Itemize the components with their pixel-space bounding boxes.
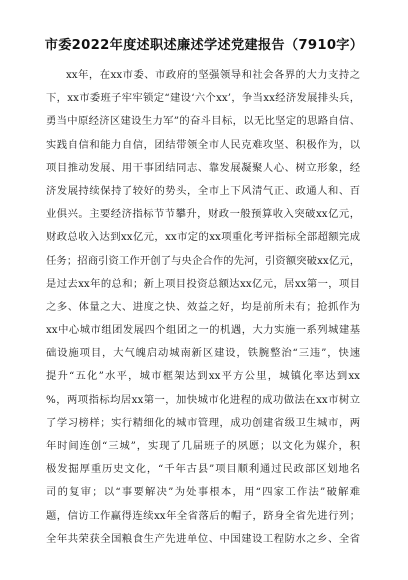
body-line: 司的复审；以“事要解决”为处事根本，用“四家工作法”破解难: [46, 486, 360, 499]
body-line: xx年，在xx市委、市政府的坚强领导和社会各界的大力支持之: [66, 69, 360, 81]
body-line: 极发掘厚重历史文化，“千年古县”项目顺利通过民政部区划地名: [46, 463, 360, 476]
body-line: 年时间连创“三城”，实现了几届班子的夙愿；以文化为媒介，积: [46, 440, 360, 452]
body-line: 是过去xx年的总和；新上项目投资总额达xx亿元，居xx第一，项目: [46, 277, 360, 290]
body-line: 题，信访工作赢得连续xx年全省落后的帽子，跻身全省先进行列；: [46, 509, 360, 522]
body-line: 础设施项目，大气魄启动城南新区建设，铁腕整治“三违”，快速: [46, 347, 360, 360]
body-line: xx中心城市组团发展四个组团之一的机遇，大力实施一系列城建基: [46, 324, 360, 337]
body-line: 勇当中原经济区建设生力军”的奋斗目标，以无比坚定的思路自信、: [46, 115, 360, 128]
body-line: 项目推动发展、用干事团结同志、靠发展凝聚人心、树立形象，经: [46, 161, 360, 174]
body-line: 济发展持续保持了较好的势头，全市上下风清气正、政通人和、百: [46, 184, 360, 197]
body-line: 之多、体量之大、进度之快、效益之好，均是前所未有；抢抓作为: [46, 300, 360, 313]
body-line: %，两项指标均居xx第一，加快城市化进程的成功做法在xx市树立: [46, 393, 360, 406]
document-body: [46, 64, 360, 551]
body-line: 财政总收入达到xx亿元，xx市定的xx项重化考评指标全部超额完成: [46, 231, 360, 244]
document-title: 市委2022年度述职述廉述学述党建报告（7910字）: [44, 38, 364, 53]
body-line: 任务；招商引资工作开创了与央企合作的先河，引资额突破xx亿元，: [46, 254, 360, 267]
body-line: 下，xx市委班子牢牢锁定“建设‘六个xx’，争当xx经济发展排头兵，: [46, 92, 360, 105]
body-line: 了学习榜样；实行精细化的城市管理，成功创建省级卫生城市，两: [46, 416, 360, 429]
body-line: 提升“五化”水平，城市框架达到xx平方公里，城镇化率达到xx: [46, 370, 360, 383]
body-line: 实践自信和能力自信，团结带领全市人民克难攻坚、积极作为，以: [46, 138, 360, 151]
body-line: 业俱兴。主要经济指标节节攀升，财政一般预算收入突破xx亿元，: [46, 208, 360, 221]
body-line: 全年共荣获全国粮食生产先进单位、中国建设工程防水之乡、全省: [46, 532, 360, 545]
